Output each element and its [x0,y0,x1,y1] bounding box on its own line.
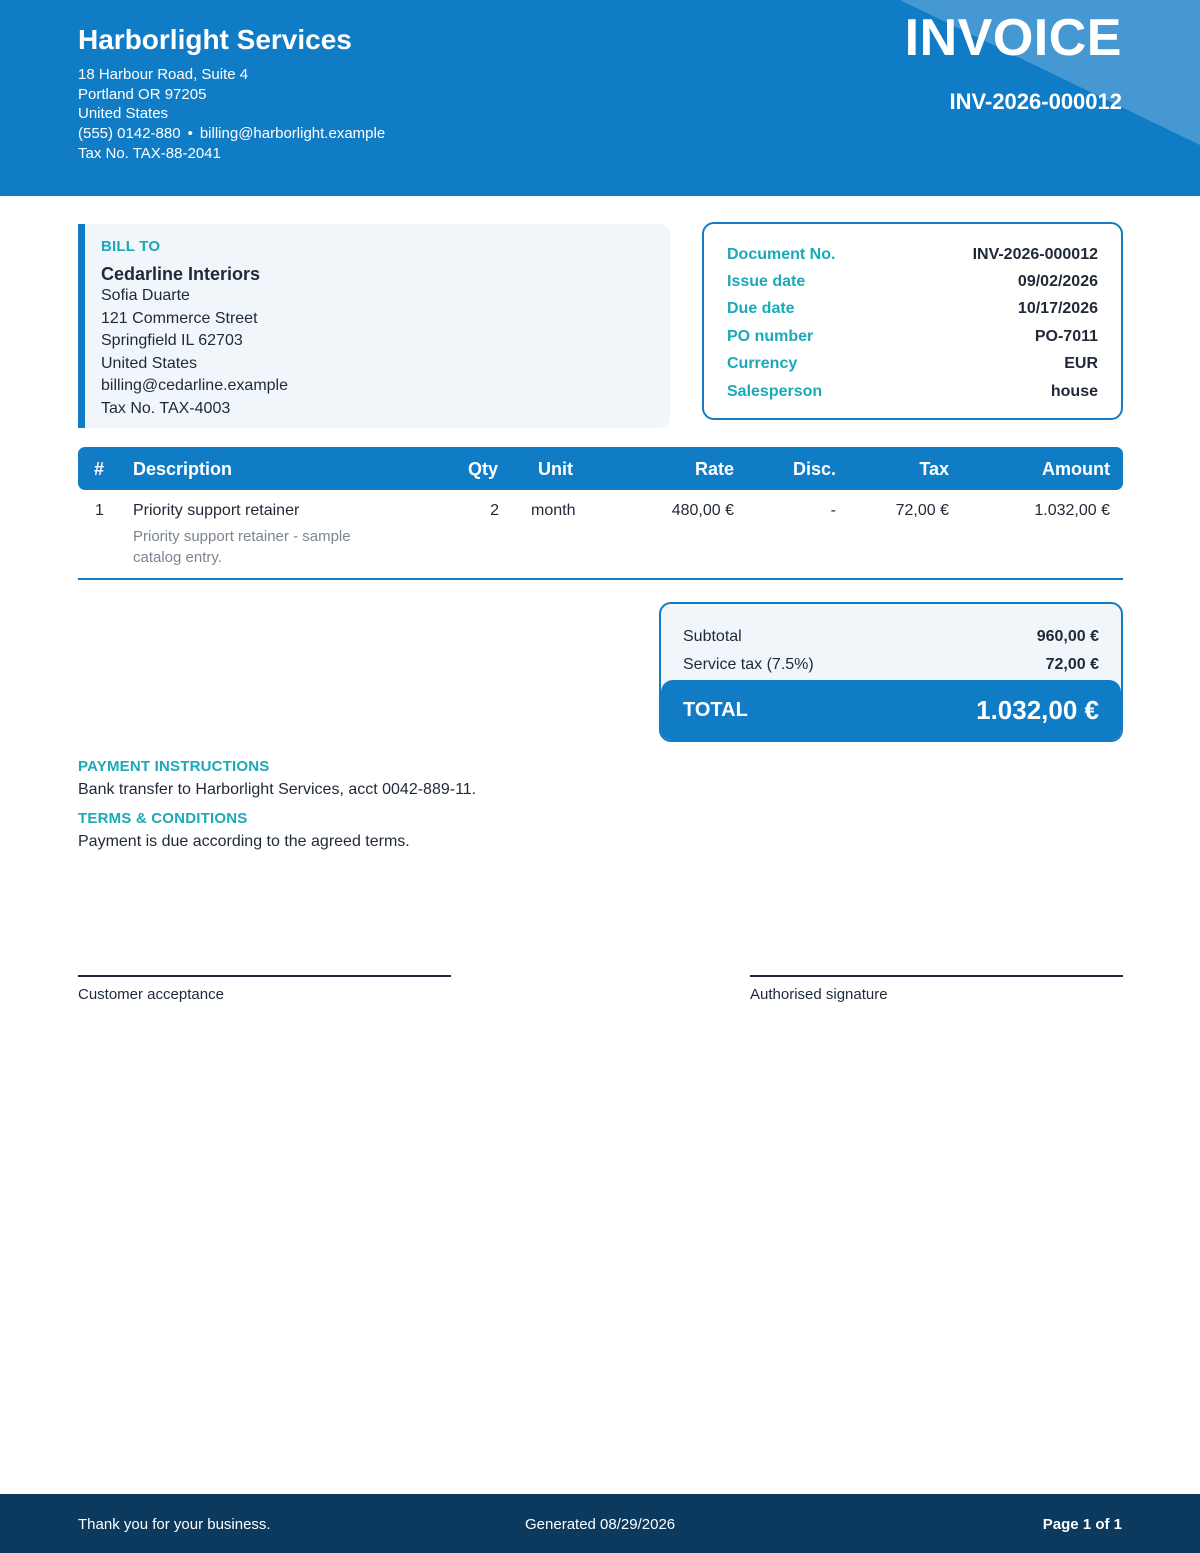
client-street: 121 Commerce Street [101,309,258,327]
company-name: Harborlight Services [78,24,352,55]
company-details [78,65,385,164]
client-country: United States [101,354,198,372]
terms-conditions-text: Payment is due according to the agreed terms. [78,833,410,850]
col-header-tax: Tax [919,459,949,479]
subtotal-label: Subtotal [683,628,742,645]
row-unit: month [531,502,576,519]
client-tax: Tax No. TAX-4003 [101,399,231,417]
customer-signature-block [78,975,451,1003]
client-email: billing@cedarline.example [101,377,289,395]
signature-line [750,975,1123,977]
col-header-qty: Qty [467,459,498,479]
subtotal-row [683,628,1099,646]
row-rate: 480,00 € [671,502,734,519]
totals-box [659,602,1123,742]
client-contact: Sofia Duarte [101,287,190,304]
document-title: INVOICE [904,9,1122,67]
payment-instructions [78,758,778,799]
meta-row-due-date [727,296,1098,323]
col-header-disc: Disc. [792,459,836,479]
footer-generated: Generated 08/29/2026 [525,1516,676,1533]
footer-page-number: Page 1 of 1 [1042,1516,1122,1533]
col-header-unit: Unit [538,459,573,479]
authorised-signature-label: Authorised signature [750,986,888,1003]
contact-separator: • [187,125,193,143]
table-row [78,490,1123,580]
meta-row-document-no [727,241,1098,268]
meta-value: INV-2026-000012 [972,245,1098,263]
row-qty: 2 [490,502,499,519]
col-header-description: Description [133,459,233,479]
company-address-line1: 18 Harbour Road, Suite 4 [78,66,249,83]
service-tax-value: 72,00 € [1045,656,1099,673]
total-label: TOTAL [683,698,748,721]
authorised-signature-block [750,975,1123,1003]
company-phone: (555) 0142-880 [78,125,181,143]
company-address-line2: Portland OR 97205 [78,85,207,103]
meta-label: PO number [727,327,814,345]
meta-row-currency [727,351,1098,378]
footer-thanks: Thank you for your business. [78,1516,271,1533]
meta-value: EUR [1064,355,1098,373]
client-company: Cedarline Interiors [101,264,261,284]
page-footer [0,1494,1200,1553]
company-country: United States [78,105,169,123]
meta-label: Currency [727,355,798,373]
company-tax: Tax No. TAX-88-2041 [78,144,221,162]
company-email: billing@harborlight.example [199,125,386,143]
meta-value: house [1050,382,1098,400]
row-tax: 72,00 € [895,502,949,519]
grand-total-bar [661,680,1121,740]
terms-conditions [78,810,778,851]
terms-conditions-label: TERMS & CONDITIONS [78,810,248,827]
meta-label: Salesperson [727,382,823,400]
client-city: Springfield IL 62703 [101,332,243,350]
row-description: Priority support retainer [133,502,300,519]
total-value: 1.032,00 € [976,694,1099,725]
meta-value: 09/02/2026 [1017,273,1098,291]
service-tax-row [683,656,1099,674]
row-index: 1 [95,502,104,519]
row-disc: - [830,502,836,519]
payment-instructions-text: Bank transfer to Harborlight Services, acct 0042-889-11. [78,781,477,798]
meta-label: Document No. [727,245,836,263]
invoice-header [0,0,1200,196]
bill-to-panel [78,224,670,428]
meta-label: Issue date [727,273,806,291]
meta-value: PO-7011 [1034,327,1098,345]
meta-row-po-number [727,323,1098,350]
meta-value: 10/17/2026 [1017,300,1098,318]
bill-to-label: BILL TO [101,238,161,255]
document-number-header: INV-2026-000012 [949,89,1122,114]
customer-acceptance-label: Customer acceptance [78,986,224,1003]
service-tax-label: Service tax (7.5%) [683,656,814,673]
items-table-header [78,447,1123,490]
payment-instructions-label: PAYMENT INSTRUCTIONS [78,758,270,775]
subtotal-value: 960,00 € [1036,628,1099,645]
company-contact [78,124,385,144]
row-description-detail: Priority support retainer - sample catalog entry. [133,528,351,566]
meta-row-salesperson [727,378,1098,405]
meta-label: Due date [727,300,795,318]
signature-line [78,975,451,977]
document-meta-box [702,222,1123,420]
col-header-amount: Amount [1042,459,1110,479]
col-header-rate: Rate [694,459,734,479]
meta-row-issue-date [727,268,1098,295]
row-amount: 1.032,00 € [1034,502,1110,519]
col-header-index: # [94,459,105,479]
